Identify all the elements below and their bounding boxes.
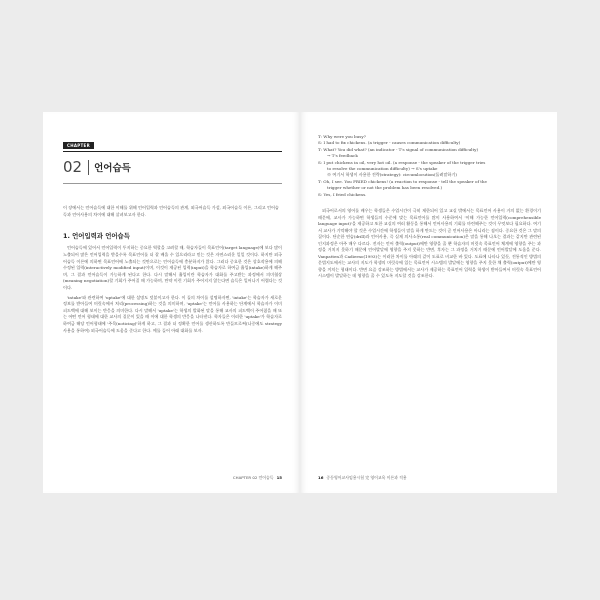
example-dialog	[318, 134, 541, 198]
body-paragraph: 언어습득에 있어서 언어입력이 투지하는 중요한 역할을 고려할 때, 학습자들이 목표언어(target language)에 보다 많이 노출되어 많은 언어입력을 받을수록 목표언어를 더 잘 배울 수 있으리라고 믿는 것은 자연스러운 일일 것이다. 하지만 외국어습득 이론에 의하면 목표언어에 노출되는 것만으로는 언어습득에 충분하지가 않다. 그러다 중요한 것은 상호작용에 의해 수정된 입력(interactively modified input)이며, 이것이 제공된 입력(input)을 학습자로 하여금 흡입(intake)하게 해주며, 그 결과 언어습득이 가능하게 된다고 한다. 다시 말해서 흡입이란 학습자가 대화를 주고받는 과정에서 의미협상(meaning negotiation)할 기회가 주어질 때 가능하며, 만약 이런 기회가 주어지지 않는다면 습득은 일어나기 어렵다는 것이다.	[63, 245, 282, 290]
dialog-line: S: I put chickens in oil, very hot oil. (a response - the speaker of the trigger tries	[318, 159, 486, 165]
chapter-label: CHAPTER	[63, 142, 94, 149]
page-number: 15	[276, 475, 282, 480]
left-page	[43, 112, 300, 493]
dialog-line: → T's feedback	[327, 153, 358, 159]
body-paragraph: 'intake'와 관련하여 'uptake'에 대한 설명도 덧붙이고자 한다. 이 둘의 차이를 설명하자면, 'intake'는 학습자가 새로운 정보를 받아들여 머릿속에서 처리(processing)하는 것을 의미하며, 'uptake'는 언어를 사용하는 단계에서 학습자가 이미 피드백에 대해 보이는 반응을 의미한다. 다시 말해서 'uptake'는 학생의 발화된 말을 통해 교사의 피드백이 주어졌을 때 또는 어떤 언어 형태에 대한 교사의 질문이 있을 때 이에 대한 학생의 반응을 나타낸다. 학자들은 이러한 'uptake'가 학습자로 하여금 해당 언어형태에 '주목(noticing)'하게 하고, 그 결과 더 정확한 언어를 생산하도록 만들므로써(나중에도 strategy 사용을 통하여) 외국어습득에 도움을 준다고 한다. 예를 들어 아래 대화를 보자.	[63, 294, 282, 333]
footer-book-title: 중등영어교사임용시험 完 영어교육 이론과 적용	[326, 475, 407, 480]
section-title: 1. 언어입력과 언어습득	[63, 232, 130, 241]
left-footer	[233, 475, 282, 481]
right-footer	[318, 475, 407, 481]
chapter-number: 02	[63, 158, 83, 176]
dialog-line: to resolve the communication difficulty) → S's uptake	[327, 166, 438, 172]
dialog-line: trigger whether or not the problem has been resolved.)	[327, 185, 443, 191]
dialog-line: S: Yes, I fried chickens.	[318, 191, 367, 197]
body-paragraph: 외국어로서의 영어를 배우는 학생들은 수업시간이 극히 제한되어 있고 교실 밖에서는 목표언어 사용이 거의 없는 환경이기 때문에, 교사가 가능하면 학생들의 수준에 맞는 목표언어를 많이 사용하여서 '이해 가능한 언어입력(comprehensible language input)'을 제공하고 또한 교실의 여러 활동을 통해서 언어사용의 기회를 마련해주는 것이 무엇보다 필요하다. 여기서 교사가 기억해야 할 것은 수업시간에 학생들이 말을 하게 만드는 것이 곧 언어사용은 아니라는 점이다. 중요한 것은 그 말의 질이다. 단순한 연습(drill)과 언어사용, 즉 실제 의사소통(real communication)은 말을 통해 나오는 결과는 같지만 관련된 인지과정은 아주 매우 다르다. 전자는 언어 출력(output)에만 영향을 줄 뿐 학습자의 머릿속 목표언어 체계에 영향을 주는 과정을 거치지 못하기 때문에 언어발달에 영향을 주지 못하는 반면, 후자는 그 과정을 거치기 때문에 언어발달에 도움을 준다. Vanpatten과 Cadierno(1993)는 이러한 차이를 아래의 같이 도표로 비교한 바 있다. 도표에 나타나 있듯, 전통적인 방법의 문법지도에서는 교사의 지도가 학생의 머릿속에 있는 목표언어 시스템의 발달에는 영향을 주지 못한 채 출력(output)에만 영향을 끼치는 형태이다. 반면 요즘 강조하는 방법에서는 교사가 제공하는 목표언어 입력을 학생이 받아들여서 머릿속 목표언어 시스템이 발달하는 데 영향을 줄 수 있도록 지도할 것을 강조한다.	[318, 208, 541, 279]
chapter-divider	[88, 160, 89, 175]
dialog-line: T: Oh, I see. You FRIED chickens! (a reaction to response - tell the speaker of the	[318, 178, 487, 184]
dialog-line: S: I had to fix chickens. (a trigger - causes communication difficulty)	[318, 140, 461, 146]
chapter-intro: 이 장에서는 언어습득에 대한 이해를 위해 언어입력과 언어습득의 관계, 외국어습득 가설, 외국어습득 이론, 그리고 언어습득과 언어사용의 차이에 대해 살펴보고자 한다.	[63, 205, 279, 218]
chapter-title: 언어습득	[94, 163, 131, 174]
dialog-line: T: Why were you busy?	[318, 134, 366, 139]
footer-chapter: CHAPTER 02 언어습득	[232, 475, 274, 480]
dialog-line: ※ 여기서 학생이 사용한 전략(strategy): circumlocution(돌려말하기)	[327, 172, 457, 178]
chapter-heading	[63, 152, 282, 184]
book-spread	[43, 112, 557, 493]
right-page	[300, 112, 557, 493]
chapter-header	[63, 132, 282, 184]
dialog-line: T: What? You did what? (an indicator - T's signal of communication difficulty)	[318, 146, 479, 152]
page-number: 16	[318, 475, 324, 480]
